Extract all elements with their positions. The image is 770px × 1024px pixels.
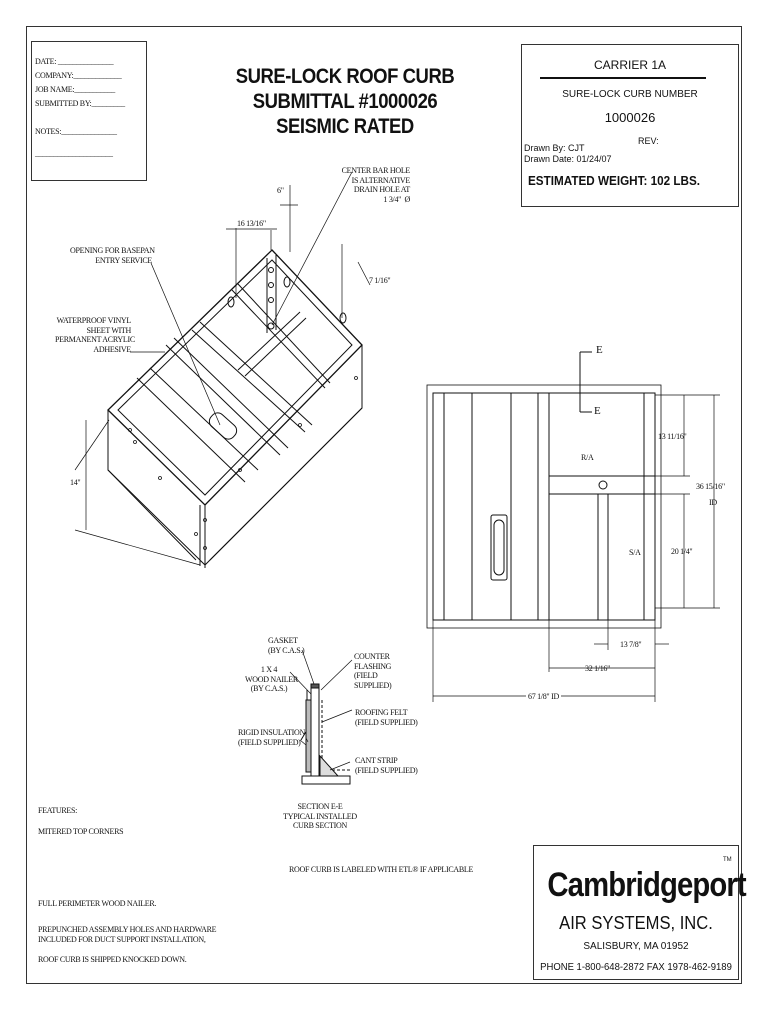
cant-strip [320,756,338,776]
supply-air-label: S/A [629,548,641,557]
center-bar-hole-note: CENTER BAR HOLE IS ALTERNATIVE DRAIN HOLE AT 1 3/4" Ø [341,166,410,204]
cant-strip-note: CANT STRIP (FIELD SUPPLIED) [355,756,418,775]
curb-wall-section [306,700,311,772]
feature-wood-nailer: FULL PERIMETER WOOD NAILER. [38,899,157,908]
drawn-by: Drawn By: CJT [524,143,585,153]
company-logo-name: Cambridgeport [547,866,746,904]
dim-16-label: 16 13/16" [237,219,266,228]
company-field: COMPANY:_____________ [35,71,122,80]
date-field: DATE: _______________ [35,57,114,66]
dim-6-label: 6" [277,186,284,195]
basepan-opening-note: OPENING FOR BASEPAN ENTRY SERVICE [70,246,155,265]
vinyl-sheet-note: WATERPROOF VINYL SHEET WITH PERMANENT ACRYLIC ADHESIVE [55,316,135,354]
dim-36-label: 36 15/16" [696,482,725,491]
etl-label-note: ROOF CURB IS LABELED WITH ETL® IF APPLICABLE [289,865,474,874]
rigid-insulation-note: RIGID INSULATION (FIELD SUPPLIED) [238,728,305,747]
roof-deck [302,776,350,784]
dim-id-label: ID [709,498,717,507]
dim-20-label: 20 1/4" [671,547,693,556]
estimated-weight: ESTIMATED WEIGHT: 102 LBS. [528,173,701,188]
title-line-2: SUBMITTAL #1000026 [252,90,438,113]
dim-7-label: 7 1/16" [369,276,391,285]
feature-prepunched-holes: PREPUNCHED ASSEMBLY HOLES AND HARDWARE INCLUDED FOR DUCT SUPPORT INSTALLATION, [38,925,217,944]
notes-field: NOTES:_______________ [35,127,117,136]
wood-nailer-note: 1 X 4 WOOD NAILER (BY C.A.S.) [245,665,298,694]
submitted-by-field: SUBMITTED BY:_________ [35,99,125,108]
dim-14-label: 14" [70,478,81,487]
rev-label: REV: [638,136,659,146]
gasket-note: GASKET (BY C.A.S.) [268,636,305,655]
company-phone: PHONE 1-800-648-2872 FAX 1978-462-9189 [540,962,732,973]
title-line-3: SEISMIC RATED [276,115,414,138]
trademark-mark: TM [723,857,732,863]
company-city: SALISBURY, MA 01952 [583,941,689,952]
gasket [311,684,319,688]
section-caption: SECTION E-E TYPICAL INSTALLED CURB SECTION [283,802,357,831]
return-air-label: R/A [581,453,594,462]
notes-line: _____________________ [35,149,113,158]
roofing-felt [322,700,350,770]
curb-number: 1000026 [604,110,656,125]
section-marker-e-mid: E [594,405,601,417]
counter-flashing-note: COUNTER FLASHING (FIELD SUPPLIED) [354,652,392,690]
company-subtitle: AIR SYSTEMS, INC. [559,913,713,933]
dim-32-label: 32 1/16" [585,664,611,673]
feature-knocked-down: ROOF CURB IS SHIPPED KNOCKED DOWN. [38,955,187,964]
title-line-1: SURE-LOCK ROOF CURB [235,65,455,88]
job-name-field: JOB NAME:___________ [35,85,116,94]
drawn-date: Drawn Date: 01/24/07 [524,154,612,164]
dim-13-11-label: 13 11/16" [658,432,687,441]
features-heading: FEATURES: [38,806,78,815]
section-marker-e-top: E [596,344,603,356]
roofing-felt-note: ROOFING FELT (FIELD SUPPLIED) [355,708,418,727]
wood-nailer [311,688,319,778]
dim-67-label: 67 1/8" ID [528,692,559,701]
dim-13-7-label: 13 7/8" [620,640,642,649]
curb-number-label: SURE-LOCK CURB NUMBER [562,89,698,100]
feature-mitered-corners: MITERED TOP CORNERS [38,827,124,836]
unit-model: CARRIER 1A [593,58,667,72]
